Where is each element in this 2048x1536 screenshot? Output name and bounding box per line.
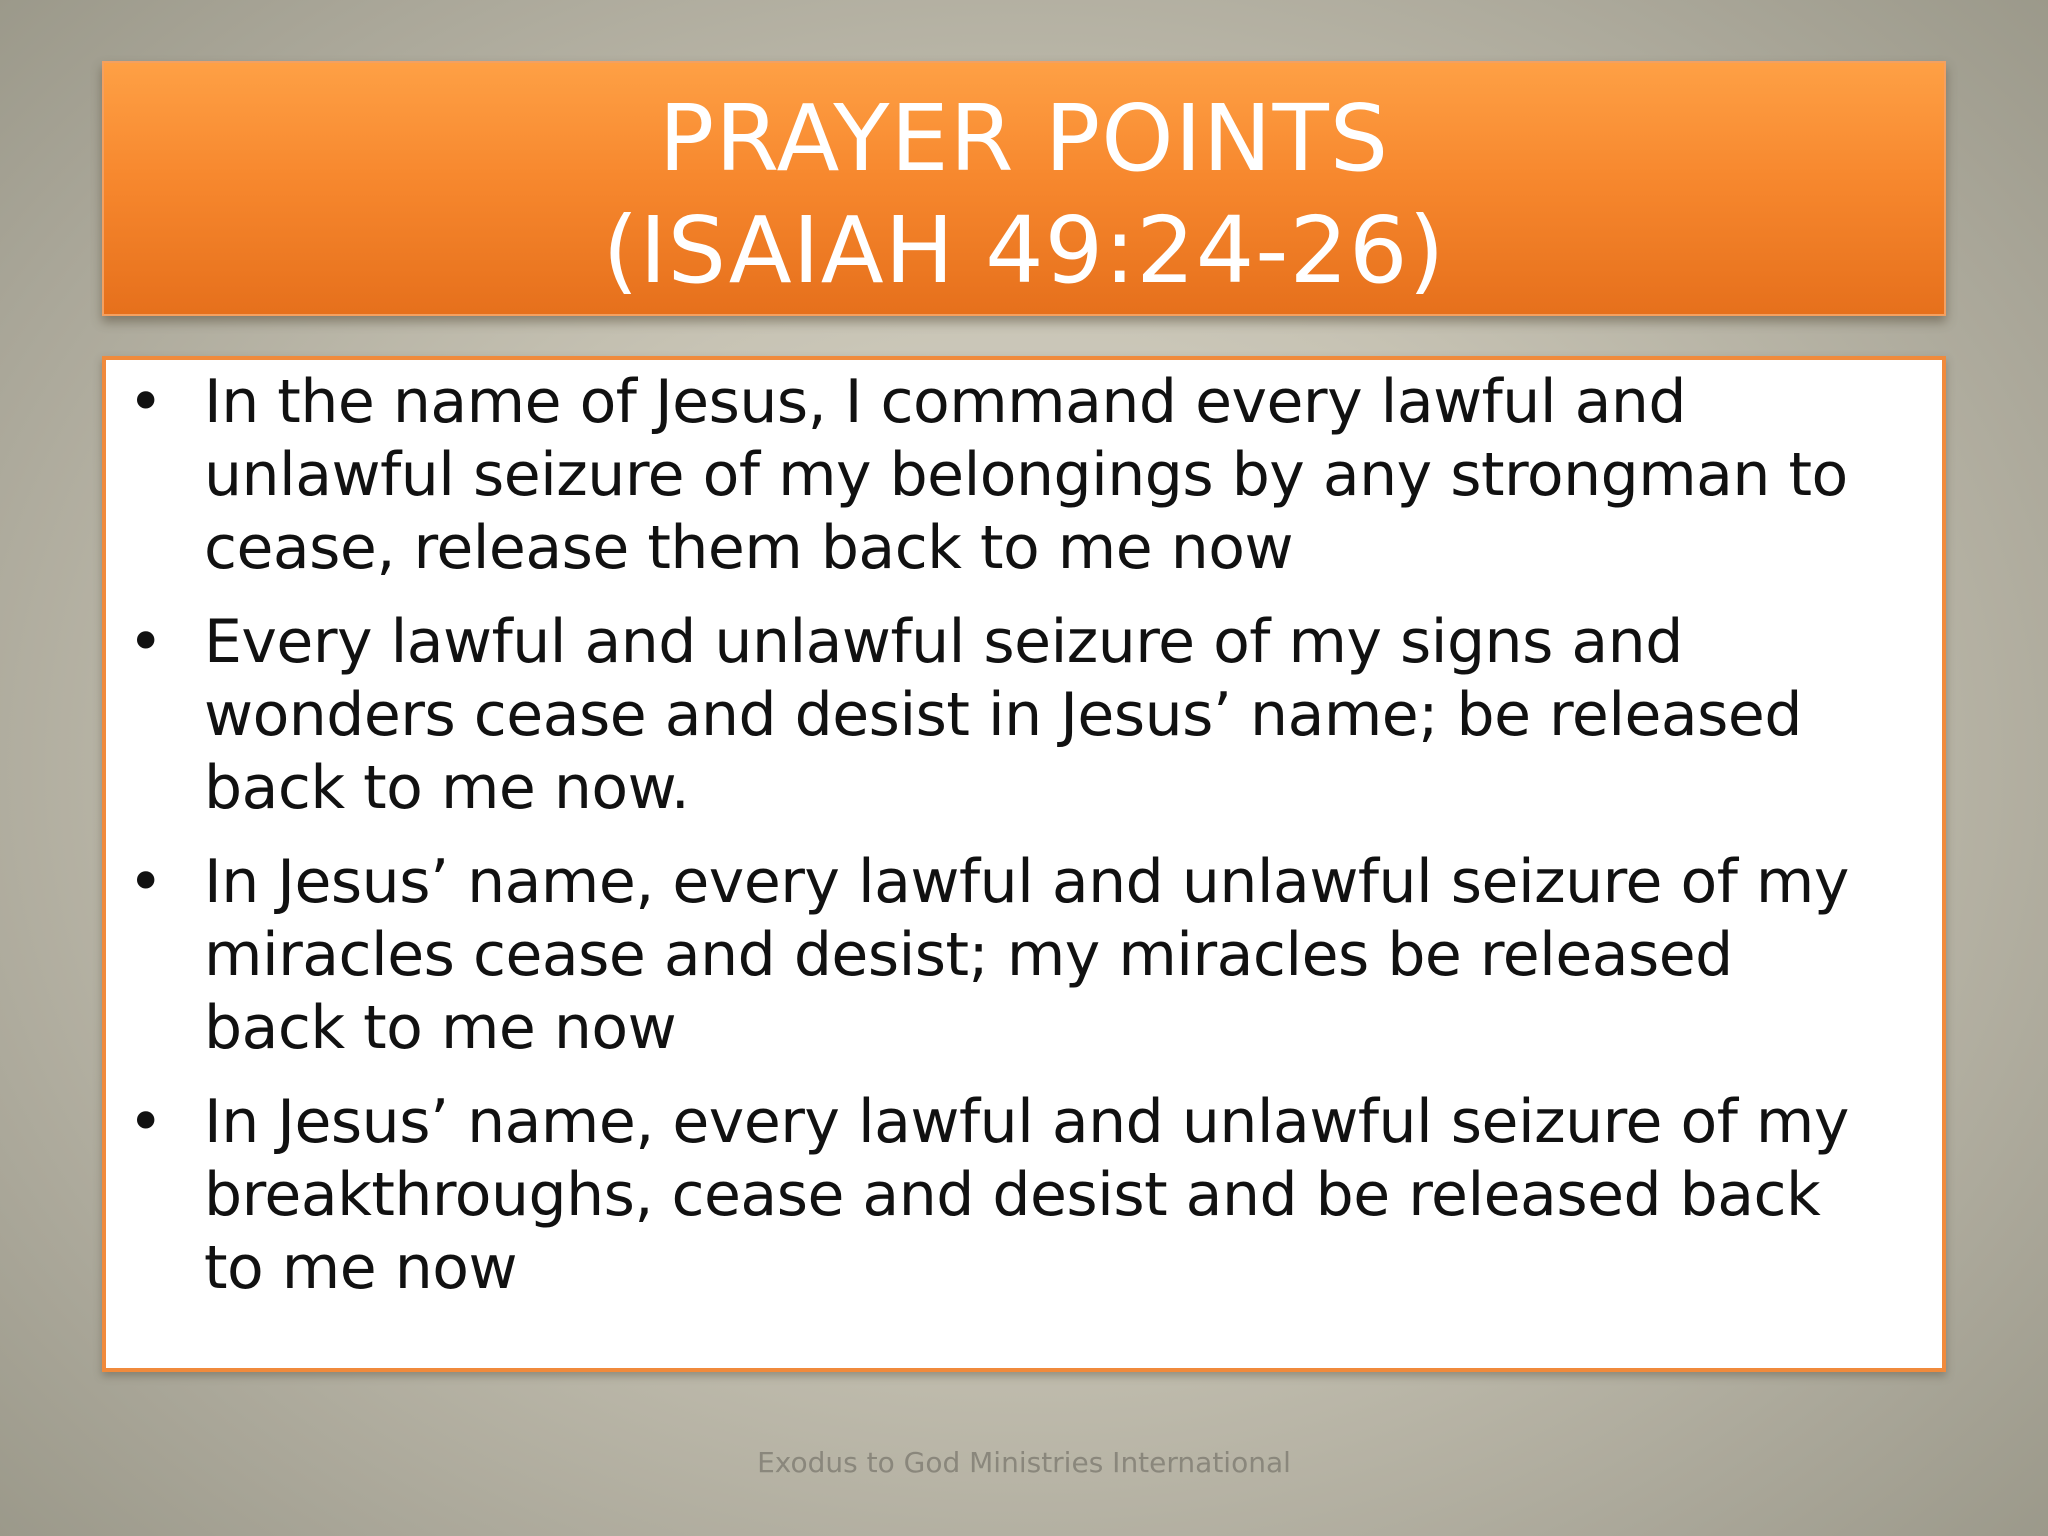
title-bar xyxy=(102,61,1946,316)
bullet-icon: • xyxy=(128,607,163,677)
bullet-1-line-1: In the name of Jesus, I command every lawful and xyxy=(204,367,1686,437)
slide-subtitle: (ISAIAH 49:24-26) xyxy=(602,197,1446,304)
bullet-3-line-2: miracles cease and desist; my miracles be released xyxy=(204,920,1733,990)
footer-text: Exodus to God Ministries International xyxy=(757,1446,1291,1479)
bullet-1-line-3: cease, release them back to me now xyxy=(204,513,1294,583)
content-box xyxy=(102,356,1946,1372)
slide-title: PRAYER POINTS xyxy=(658,85,1390,192)
bullet-2-line-2: wonders cease and desist in Jesus’ name; be released xyxy=(204,680,1802,750)
bullet-icon: • xyxy=(128,367,163,437)
bullet-item-3 xyxy=(126,846,1936,1065)
bullet-icon: • xyxy=(128,847,163,917)
bullet-list xyxy=(126,366,1936,1326)
bullet-4-line-1: In Jesus’ name, every lawful and unlawful seizure of my xyxy=(204,1087,1849,1157)
bullet-3-line-1: In Jesus’ name, every lawful and unlawful seizure of my xyxy=(204,847,1849,917)
bullet-icon: • xyxy=(128,1087,163,1157)
bullet-2-line-1: Every lawful and unlawful seizure of my signs and xyxy=(204,607,1683,677)
bullet-4-line-3: to me now xyxy=(204,1233,518,1303)
bullet-item-1 xyxy=(126,366,1936,585)
bullet-1-line-2: unlawful seizure of my belongings by any strongman to xyxy=(204,440,1848,510)
bullet-item-2 xyxy=(126,606,1936,825)
bullet-item-4 xyxy=(126,1086,1936,1305)
bullet-4-line-2: breakthroughs, cease and desist and be released back xyxy=(204,1160,1821,1230)
bullet-3-line-3: back to me now xyxy=(204,993,677,1063)
bullet-2-line-3: back to me now. xyxy=(204,753,690,823)
